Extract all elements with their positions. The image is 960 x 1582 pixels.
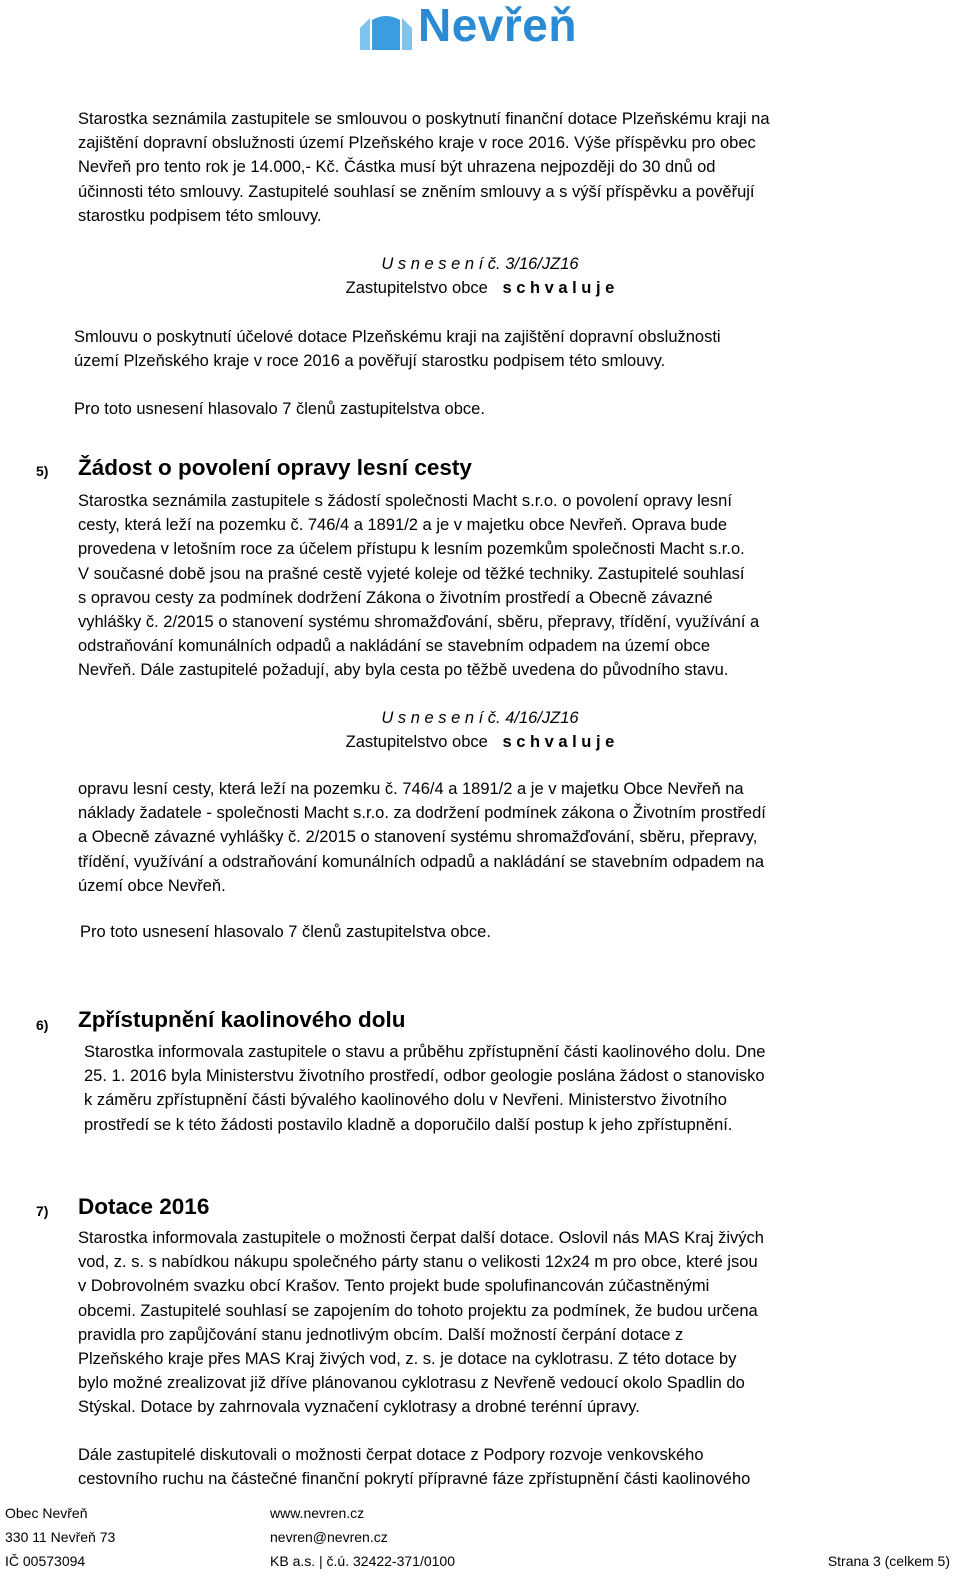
text-line: území obce Nevřeň. <box>78 876 226 895</box>
text-line: Plzeňského kraje přes MAS Kraj živých vod, z. s. je dotace na cyklotrasu. Z této dotace by <box>78 1350 737 1369</box>
intro-paragraph <box>78 107 770 228</box>
text-line: s opravou cesty za podmínek dodržení Zákona o životním prostředí a Obecně závazné <box>78 588 713 607</box>
text-line: bylo možné zrealizovat již dříve plánovanou cyklotrasu z Nevřeně vedoucí okolo Spadlin do <box>78 1374 745 1393</box>
footer-line: 330 11 Nevřeň 73 <box>5 1529 116 1545</box>
text-line: V současné době jsou na prašné cestě vyjeté koleje od těžké techniky. Zastupitelé souhlasí <box>78 564 745 583</box>
vote-line: Pro toto usnesení hlasovalo 7 členů zastupitelstva obce. <box>80 923 491 941</box>
approves-label: s c h v a l u j e <box>502 279 615 297</box>
page-number: Strana 3 (celkem 5) <box>827 1553 950 1569</box>
text-line: provedena v letošním roce za účelem přístupu k lesním pozemkům společnosti Macht s.r.o. <box>78 540 745 559</box>
text-line: obcemi. Zastupitelé souhlasí se zapojením do tohoto projektu za podmínek, že budou určena <box>78 1301 758 1320</box>
text-line: Nevřeň pro tento rok je 14.000,- Kč. Částka musí být uhrazena nejpozději do 30 dnů od <box>78 158 716 177</box>
logo <box>356 2 600 56</box>
footer-line: Obec Nevřeň <box>5 1505 88 1521</box>
text-line: starostku podpisem této smlouvy. <box>78 206 322 225</box>
text-line: k záměru zpřístupnění části bývalého kaolinového dolu v Nevřeni. Ministerstvo životního <box>84 1091 727 1110</box>
footer-line: IČ 00573094 <box>5 1553 86 1569</box>
text-line: prostředí se k této žádosti postavilo kladně a doporučilo další postup k jeho zpřístupnění. <box>84 1115 733 1134</box>
logo-emblem-icon <box>356 6 416 56</box>
footer-contacts <box>270 1504 455 1570</box>
text-line: cesty, která leží na pozemku č. 746/4 a 1891/2 a je v majetku obce Nevřeň. Oprava bude <box>78 516 728 535</box>
text-line: pravidla pro zapůjčování stanu jednotlivým obcím. Další možností čerpání dotace z <box>78 1325 684 1344</box>
text-line: vyhlášky č. 2/2015 o stanovení systému shromažďování, sběru, přepravy, třídění, využívání a <box>78 613 760 632</box>
text-line: Starostka informovala zastupitele o stavu a průběhu zpřístupnění části kaolinového dolu. Dne <box>84 1043 766 1061</box>
section-paragraph-2 <box>78 1443 750 1491</box>
footer-email-link[interactable]: nevren@nevren.cz <box>270 1529 388 1545</box>
logo-text: Nevřeň <box>418 0 577 51</box>
council-label: Zastupitelstvo obce <box>345 733 488 751</box>
text-line: Smlouvu o poskytnutí účelové dotace Plzeňskému kraji na zajištění dopravní obslužnosti <box>74 328 721 346</box>
resolution-text <box>78 777 766 898</box>
text-line: Starostka seznámila zastupitele s žádostí společnosti Macht s.r.o. o povolení opravy lesní <box>78 492 732 510</box>
text-line: cestovního ruchu na částečné finanční pokrytí přípravné fáze zpřístupnění části kaolinového <box>78 1470 751 1489</box>
resolution-label: U s n e s e n í č. 4/16/JZ16 <box>381 709 579 727</box>
section-number: 7) <box>36 1203 49 1219</box>
section-number: 5) <box>36 463 49 479</box>
footer-bank-line: KB a.s. | č.ú. 32422-371/0100 <box>270 1553 455 1569</box>
text-line: Starostka seznámila zastupitele se smlouvou o poskytnutí finanční dotace Plzeňskému kraji na <box>78 110 770 128</box>
text-line: odstraňování komunálních odpadů a nakládání se stavebním odpadem na území obce <box>78 637 711 656</box>
text-line: 25. 1. 2016 byla Ministerstvu životního prostředí, odbor geologie poslána žádost o stanovisko <box>84 1067 765 1086</box>
text-line: náklady žadatele - společnosti Macht s.r.o. za dodržení podmínek zákona o Životním prostředí <box>78 804 766 823</box>
section-paragraph <box>84 1040 766 1137</box>
section-paragraph <box>78 1226 764 1420</box>
resolution-council-line <box>0 730 960 754</box>
text-line: účinnosti této smlouvy. Zastupitelé souhlasí se zněním smlouvy a s výší příspěvku a pověřují <box>78 182 755 201</box>
section-title: Dotace 2016 <box>78 1194 210 1219</box>
section-number: 6) <box>36 1017 49 1033</box>
text-line: Stýskal. Dotace by zahrnovala vyznačení cyklotrasy a drobné terénní úpravy. <box>78 1398 640 1417</box>
footer-website-link[interactable]: www.nevren.cz <box>270 1505 365 1521</box>
section-paragraph <box>78 489 759 683</box>
approves-label: s c h v a l u j e <box>502 733 615 751</box>
footer-address <box>5 1504 115 1570</box>
council-label: Zastupitelstvo obce <box>345 279 488 297</box>
resolution-text <box>74 325 721 373</box>
section-title: Zpřístupnění kaolinového dolu <box>78 1007 406 1032</box>
text-line: opravu lesní cesty, která leží na pozemku č. 746/4 a 1891/2 a je v majetku Obce Nevřeň na <box>78 780 744 798</box>
text-line: třídění, využívání a odstraňování komunálních odpadů a nakládání se stavebním odpadem na <box>78 852 765 871</box>
text-line: území Plzeňského kraje v roce 2016 a pověřují starostku podpisem této smlouvy. <box>74 352 666 371</box>
text-line: a Obecně závazné vyhlášky č. 2/2015 o stanovení systému shromažďování, sběru, přepravy, <box>78 828 758 847</box>
section-title: Žádost o povolení opravy lesní cesty <box>78 455 472 480</box>
resolution-label: U s n e s e n í č. 3/16/JZ16 <box>381 255 579 273</box>
resolution-council-line <box>0 276 960 300</box>
text-line: zajištění dopravní obslužnosti území Plzeňského kraje v roce 2016. Výše příspěvku pro obec <box>78 134 756 153</box>
text-line: vod, z. s. s nabídkou nákupu společného párty stanu o velikosti 12x24 m pro obce, které jsou <box>78 1253 758 1272</box>
text-line: v Dobrovolném svazku obcí Krašov. Tento projekt bude spolufinancován zúčastněnými <box>78 1277 710 1296</box>
text-line: Dále zastupitelé diskutovali o možnosti čerpat dotace z Podpory rozvoje venkovského <box>78 1446 704 1464</box>
text-line: Starostka informovala zastupitele o možnosti čerpat další dotace. Oslovil nás MAS Kraj živých <box>78 1229 764 1247</box>
text-line: Nevřeň. Dále zastupitelé požadují, aby byla cesta po těžbě uvedena do původního stavu. <box>78 661 729 680</box>
vote-line: Pro toto usnesení hlasovalo 7 členů zastupitelstva obce. <box>74 400 485 418</box>
